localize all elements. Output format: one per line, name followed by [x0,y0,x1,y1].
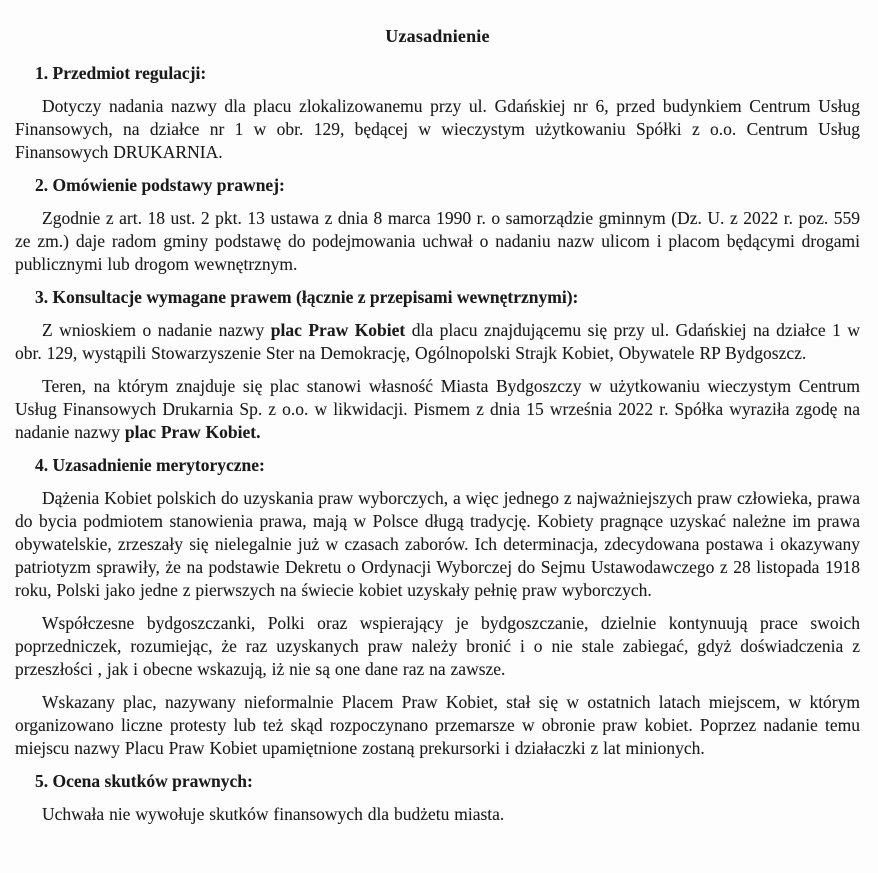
paragraph [15,207,860,276]
section-heading: 1. Przedmiot regulacji: [35,63,207,83]
sections [15,62,860,826]
paragraph [15,612,860,681]
paragraph [15,691,860,760]
paragraph [15,95,860,164]
text-run: Dążenia Kobiet polskich do uzyskania praw wyborczych, a więc jednego z najważniejszych praw człowieka, prawa do bycia podmiotem stanowienia prawa, mają w Polsce długą tradycję. Kobiety pragnące uzyskać należne im prawa obywatelskie, zrzeszały się nielegalnie już w czasach zaborów. Ich determinacja, zdecydowana postawa i okazywany patriotyzm sprawiły, że na podstawie Dekretu o Ordynacji Wyborczej do Sejmu Ustawodawczego z 28 listopada 1918 roku, Polski jako jedne z pierwszych na świecie kobiet uzyskały pełnię praw wyborczych. [15,488,860,600]
text-run: Teren, na którym znajduje się plac stanowi własność Miasta Bydgoszczy w użytkowaniu wieczystym Centrum Usług Finansowych Drukarnia Sp. z o.o. w likwidacji. Pismem z dnia 15 września 2022 r. Spółka wyraziła zgodę na nadanie nazwy [15,376,860,442]
text-run: Uchwała nie wywołuje skutków finansowych dla budżetu miasta. [42,804,505,824]
section-heading: 3. Konsultacje wymagane prawem (łącznie z przepisami wewnętrznymi): [35,287,579,307]
text-run: Zgodnie z art. 18 ust. 2 pkt. 13 ustawa z dnia 8 marca 1990 r. o samorządzie gminnym (Dz. U. z 2022 r. poz. 559 ze zm.) daje radom gminy podstawę do podejmowania uchwał o nadaniu nazw ulicom i placom będącymi drogami publicznymi lub drogom wewnętrznym. [15,208,860,274]
section-heading: 2. Omówienie podstawy prawnej: [35,175,285,195]
bold-text: plac Praw Kobiet [270,320,406,340]
text-run: dla placu znajdującemu się przy ul. Gdańskiej na działce 1 w obr. 129, wystąpili Stowarzyszenie Ster na Demokrację, Ogólnopolski Strajk Kobiet, Obywatele RP Bydgoszcz. [15,320,860,363]
paragraph [15,803,860,826]
text-run: Wskazany plac, nazywany nieformalnie Placem Praw Kobiet, stał się w ostatnich latach miejscem, w którym organizowano liczne protesty lub też skąd rozpoczynano przemarsze w obronie praw kobiet. Poprzez nadanie temu miejscu nazwy Placu Praw Kobiet upamiętnione zostaną prekursorki i działaczki z lat minionych. [15,692,860,758]
paragraph [15,487,860,602]
document-title: Uzasadnienie [385,26,490,46]
section-heading: 4. Uzasadnienie merytoryczne: [35,455,265,475]
bold-text: plac Praw Kobiet. [124,422,261,442]
text-run: Dotyczy nadania nazwy dla placu zlokalizowanemu przy ul. Gdańskiej nr 6, przed budynkiem Centrum Usług Finansowych, na działce nr 1 w obr. 129, będącej w wieczystym użytkowaniu Spółki z o.o. Centrum Usług Finansowych DRUKARNIA. [15,96,860,162]
paragraph [15,375,860,444]
text-run: Współczesne bydgoszczanki, Polki oraz wspierający je bydgoszczanie, dzielnie kontynuują prace swoich poprzedniczek, rozumiejąc, że raz uzyskanych praw należy bronić i o nie stale zabiegać, gdyż doświadczenia z przeszłości , jak i obecne wskazują, iż nie są one dane raz na zawsze. [15,613,860,679]
section-heading: 5. Ocena skutków prawnych: [35,771,253,791]
text-run: Z wnioskiem o nadanie nazwy [42,320,271,340]
paragraph [15,319,860,365]
